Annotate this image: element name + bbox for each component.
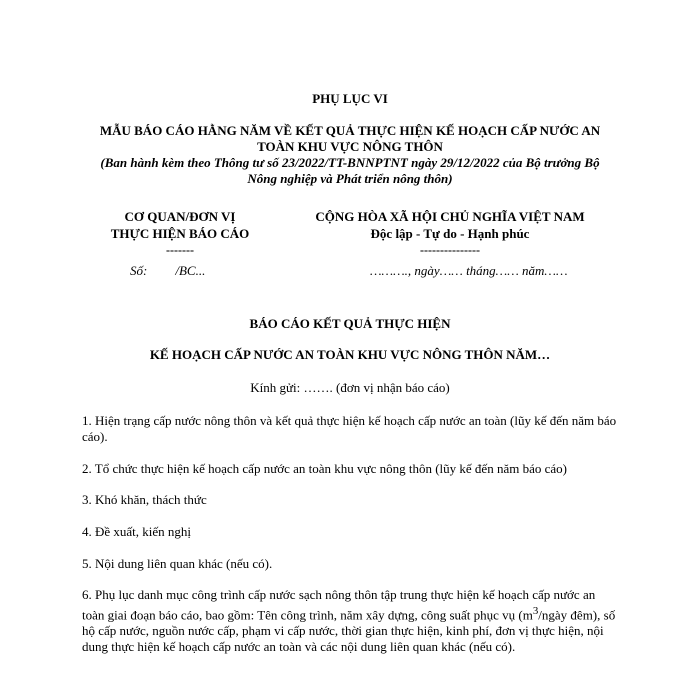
section-6-part2: /ngày đêm), số hộ cấp nước, nguồn nước cấp, phạm vi cấp nước, thời gian thực hiện, kinh phí, đơn vị thực hiện, nội dung thực hiện kế hoạch cấp nước an toàn và các nội dung liên quan khác (nếu có). <box>82 607 616 655</box>
section-5: 5. Nội dung liên quan khác (nếu có). <box>82 556 273 571</box>
section-6-part1: 6. Phụ lục danh mục công trình cấp nước sạch nông thôn tập trung thực hiện kế hoạch cấp nước an toàn giai đoạn báo cáo, bao gồm: Tên công trình, năm xây dựng, công suất phục vụ (m <box>82 587 596 623</box>
date-place: ………., ngày…… tháng…… năm…… <box>370 263 568 278</box>
agency-name-line1: CƠ QUAN/ĐƠN VỊ <box>124 209 236 224</box>
report-title: BÁO CÁO KẾT QUẢ THỰC HIỆN <box>249 316 451 331</box>
reference-label: Số: <box>130 263 148 278</box>
section-4: 4. Đề xuất, kiến nghị <box>82 524 192 539</box>
issued-by-line1: (Ban hành kèm theo Thông tư số 23/2022/TT-BNNPTNT ngày 29/12/2022 của Bộ trưởng Bộ <box>100 155 600 170</box>
nation-name: CỘNG HÒA XÃ HỘI CHỦ NGHĨA VIỆT NAM <box>315 209 585 224</box>
greeting: Kính gửi: ……. (đơn vị nhận báo cáo) <box>250 380 450 395</box>
agency-name-line2: THỰC HIỆN BÁO CÁO <box>110 226 250 241</box>
section-6 <box>82 587 618 655</box>
reference-number <box>130 263 205 279</box>
section-1: 1. Hiện trạng cấp nước nông thôn và kết quả thực hiện kế hoạch cấp nước an toàn (lũy kế đến năm báo cáo). <box>82 413 617 444</box>
issued-by-line2: Nông nghiệp và Phát triển nông thôn) <box>247 171 453 186</box>
motto-separator: --------------- <box>420 243 480 257</box>
issued-by-note <box>0 155 700 187</box>
agency-separator: ------- <box>166 243 194 257</box>
nation-motto: Độc lập - Tự do - Hạnh phúc <box>370 226 530 241</box>
appendix-title: PHỤ LỤC VI <box>312 91 388 106</box>
plan-title: KẾ HOẠCH CẤP NƯỚC AN TOÀN KHU VỰC NÔNG THÔN NĂM… <box>149 347 551 362</box>
section-2: 2. Tổ chức thực hiện kế hoạch cấp nước an toàn khu vực nông thôn (lũy kế đến năm báo cáo) <box>82 461 567 476</box>
section-3: 3. Khó khăn, thách thức <box>82 492 207 507</box>
section-6-superscript: 3 <box>532 605 539 617</box>
form-title <box>0 123 700 155</box>
form-title-line1: MẪU BÁO CÁO HẰNG NĂM VỀ KẾT QUẢ THỰC HIỆN KẾ HOẠCH CẤP NƯỚC AN <box>99 123 601 138</box>
reference-value: /BC... <box>175 263 206 278</box>
form-title-line2: TOÀN KHU VỰC NÔNG THÔN <box>257 139 443 154</box>
